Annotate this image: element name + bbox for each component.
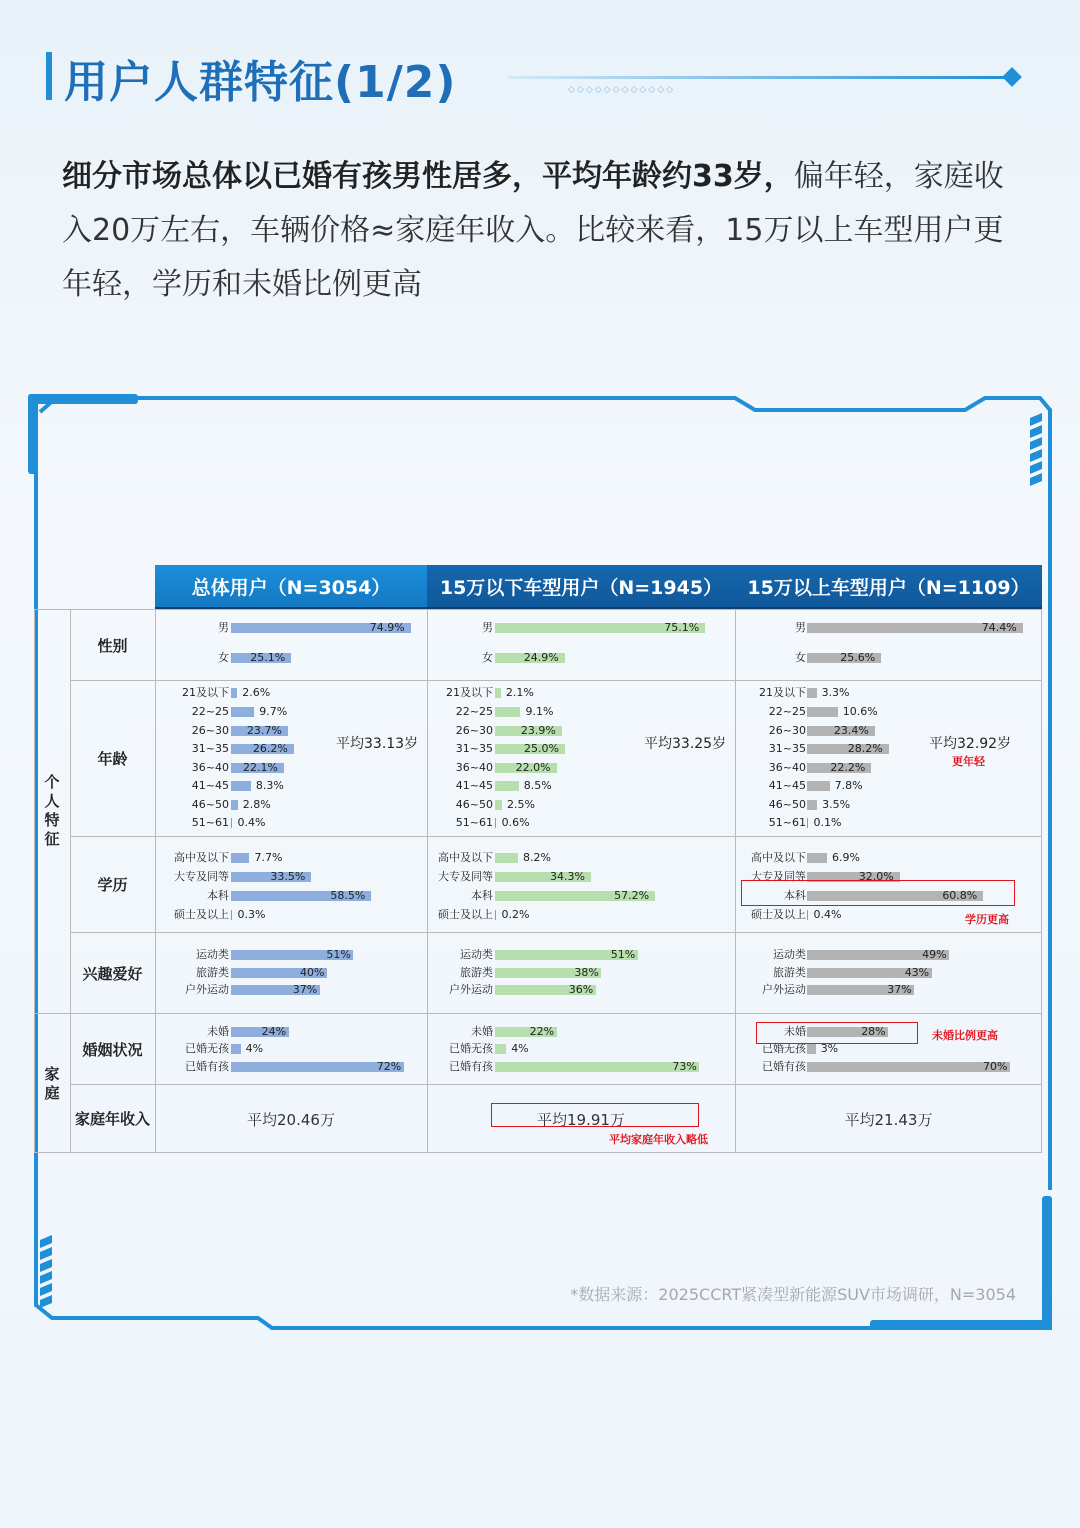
bar-value-label: 23.4% [833,724,869,737]
grid-line [34,609,35,1153]
education-note: 学历更高 [965,913,1009,926]
bar-category-label: 22~25 [191,705,229,718]
bar-category-label: 高中及以下 [438,851,493,864]
bar [495,1044,506,1054]
grid-line [34,609,1042,610]
bar-value-label: 3.3% [821,686,850,699]
bar-category-label: 运动类 [460,948,493,961]
bar [231,707,254,717]
bar [807,910,808,920]
education-highlight-box [741,880,1015,906]
bar-category-label: 31~35 [768,742,806,755]
bar-category-label: 硕士及以上 [438,908,493,921]
marital-highlight-box [756,1022,918,1044]
bar-value-label: 25.6% [840,651,876,664]
bar [231,800,238,810]
bar-category-label: 本科 [207,889,229,902]
bar-category-label: 22~25 [768,705,806,718]
grid-line [70,836,1042,837]
bar-value-label: 37% [887,983,912,996]
bar [807,800,817,810]
bar-category-label: 未婚 [207,1025,229,1038]
bar-category-label: 女 [218,651,229,664]
bar-category-label: 户外运动 [762,983,806,996]
bar-category-label: 男 [795,621,806,634]
bar-value-label: 34.3% [550,870,585,883]
bar-value-label: 57.2% [614,889,650,902]
marital-note: 未婚比例更高 [932,1029,998,1042]
bar-value-label: 6.9% [832,851,860,864]
bar-value-label: 26.2% [252,742,288,755]
bar-value-label: 22.0% [515,761,551,774]
bar-value-label: 43% [904,966,930,979]
bar-value-label: 24% [261,1025,287,1038]
category-family: 家庭 [44,1065,60,1102]
bar-value-label: 2.1% [505,686,534,699]
bar-value-label: 0.6% [501,816,530,829]
row-label-marital: 婚姻状况 [82,1040,143,1059]
bar-value-label: 0.4% [237,816,266,829]
bar-value-label: 73% [672,1060,697,1073]
bar-category-label: 已婚无孩 [449,1042,493,1055]
bar-value-label: 23.9% [520,724,556,737]
bar-category-label: 已婚无孩 [762,1042,806,1055]
bar-value-label: 2.6% [242,686,271,699]
bar-value-label: 36% [568,983,594,996]
bar-value-label: 0.3% [237,908,266,921]
bar-value-label: 51% [326,948,351,961]
bar-category-label: 女 [795,651,806,664]
bar-value-label: 3% [820,1042,839,1055]
bar-value-label: 22.2% [830,761,866,774]
income-highlight-box [491,1103,699,1127]
header-overall: 总体用户（N=3054） [155,565,427,607]
bar [807,1062,1010,1072]
frame-stripes-left [40,1235,52,1308]
bar [231,818,232,828]
bar-category-label: 36~40 [455,761,493,774]
bar-value-label: 74.4% [981,621,1017,634]
bar [495,800,502,810]
frame-stripes-right [1030,413,1042,486]
bar-value-label: 22.1% [243,761,278,774]
bar-category-label: 高中及以下 [174,851,229,864]
bar-value-label: 10.6% [842,705,878,718]
income-under-15w: 平均19.91万 [537,1111,625,1129]
bar-value-label: 49% [922,948,947,961]
bar-value-label: 24.9% [523,651,559,664]
bar-category-label: 46~50 [191,798,229,811]
bar-category-label: 本科 [471,889,493,902]
income-note: 平均家庭年收入略低 [609,1133,708,1146]
bar [807,688,817,698]
bar-value-label: 37% [292,983,318,996]
bar-category-label: 运动类 [773,948,806,961]
income-overall: 平均20.46万 [247,1111,335,1129]
bar-value-label: 25.0% [524,742,559,755]
bar-category-label: 旅游类 [460,966,493,979]
row-label-age: 年龄 [97,750,128,768]
bar-value-label: 2.8% [242,798,271,811]
bar-category-label: 运动类 [196,948,229,961]
bar-category-label: 41~45 [455,779,493,792]
bar [231,1044,241,1054]
bar-category-label: 51~61 [191,816,229,829]
bar-value-label: 72% [376,1060,402,1073]
bar-category-label: 26~30 [768,724,806,737]
bar-value-label: 8.2% [522,851,551,864]
bar-category-label: 已婚无孩 [185,1042,229,1055]
bar-value-label: 22% [529,1025,555,1038]
data-source: *数据来源：2025CCRT紧凑型新能源SUV市场调研，N=3054 [570,1285,1016,1304]
bar [495,707,520,717]
bar [495,818,496,828]
bar [807,707,838,717]
bar-category-label: 46~50 [455,798,493,811]
bar-value-label: 40% [300,966,325,979]
bar-category-label: 已婚有孩 [449,1060,493,1073]
bar-category-label: 旅游类 [196,966,229,979]
bar-category-label: 户外运动 [185,983,229,996]
bar [231,688,237,698]
bar-category-label: 26~30 [191,724,229,737]
summary-rest: 偏年轻，家庭收入20万左右，车辆价格≈家庭年收入。比较来看，15万以上车型用户更年轻，学历和未婚比例更高 [62,159,1004,302]
bar-category-label: 硕士及以上 [751,908,806,921]
grid-line [70,1084,1042,1085]
grid-line [70,932,1042,933]
bar-category-label: 31~35 [455,742,493,755]
bar-value-label: 25.1% [250,651,286,664]
bar-value-label: 23.7% [246,724,282,737]
age-average-label: 平均32.92岁 [929,736,1012,752]
bar-category-label: 21及以下 [446,686,493,699]
title-deco-dots: ◇◇◇◇◇◇◇◇◇◇◇◇ [568,85,676,95]
header-under-15w: 15万以下车型用户（N=1945） [427,565,735,607]
bar-value-label: 4% [511,1042,529,1055]
summary-bold: 细分市场总体以已婚有孩男性居多，平均年龄约33岁， [62,159,794,194]
frame-right-side [1042,1196,1052,1326]
bar-value-label: 58.5% [330,889,366,902]
frame-bottom-right [870,1320,1052,1330]
bar-value-label: 7.7% [254,851,283,864]
frame-corner-tl [28,394,138,404]
bar-value-label: 32.0% [858,870,894,883]
bar [231,853,249,863]
bar-value-label: 28% [861,1025,886,1038]
bar-value-label: 51% [610,948,636,961]
grid-line [735,609,736,1153]
bar [807,781,830,791]
bar-category-label: 36~40 [191,761,229,774]
grid-line [427,609,428,1153]
bar [231,781,251,791]
row-label-income: 家庭年收入 [74,1110,150,1128]
bar-category-label: 51~61 [455,816,493,829]
bar-category-label: 大专及同等 [751,870,806,883]
bar-value-label: 70% [983,1060,1008,1073]
bar-value-label: 8.3% [255,779,284,792]
bar-category-label: 大专及同等 [174,870,229,883]
bar [495,853,518,863]
bar-value-label: 4% [245,1042,264,1055]
income-over-15w: 平均21.43万 [844,1111,933,1129]
user-profile-table [34,565,1042,1153]
age-average-label: 平均33.13岁 [336,736,419,752]
bar [807,853,827,863]
bar-value-label: 0.1% [813,816,842,829]
row-label-hobby: 兴趣爱好 [82,964,143,983]
bar-category-label: 21及以下 [182,686,229,699]
bar-category-label: 未婚 [784,1025,806,1038]
page-title: 用户人群特征(1/2) [64,57,457,108]
frame-corner-tl-side [28,394,38,474]
category-personal: 个人特征 [44,773,60,848]
bar-category-label: 31~35 [191,742,229,755]
bar-category-label: 41~45 [768,779,806,792]
grid-line [155,609,156,1153]
bar-value-label: 2.5% [507,798,535,811]
grid-line [34,1013,1042,1014]
grid-line [34,1152,1042,1153]
bar-value-label: 28.2% [847,742,883,755]
bar-category-label: 旅游类 [773,966,806,979]
bar-category-label: 36~40 [768,761,806,774]
bar-value-label: 7.8% [834,779,863,792]
row-label-gender: 性别 [97,636,128,655]
bar-value-label: 75.1% [664,621,700,634]
grid-line [1041,609,1042,1153]
bar-category-label: 高中及以下 [751,851,806,864]
bar-value-label: 9.7% [259,705,288,718]
bar-category-label: 女 [482,651,493,664]
bar [807,1044,816,1054]
bar-category-label: 已婚有孩 [762,1060,806,1073]
bar-category-label: 26~30 [455,724,493,737]
bar-value-label: 38% [574,966,599,979]
bar [495,781,519,791]
bar-value-label: 33.5% [270,870,306,883]
bar [495,910,496,920]
bar-category-label: 男 [482,621,493,634]
bar-category-label: 41~45 [191,779,229,792]
bar-value-label: 0.4% [813,908,842,921]
bar [495,1062,699,1072]
bar-category-label: 大专及同等 [438,870,493,883]
bar-category-label: 未婚 [471,1025,493,1038]
row-label-education: 学历 [97,876,128,894]
bar [495,688,501,698]
bar [807,818,808,828]
bar-category-label: 硕士及以上 [174,908,229,921]
grid-line [70,680,1042,681]
bar-category-label: 户外运动 [449,983,493,996]
bar-category-label: 已婚有孩 [185,1060,229,1073]
age-average-label: 平均33.25岁 [644,736,727,752]
bar-category-label: 21及以下 [759,686,806,699]
bar [231,910,232,920]
bar-value-label: 3.5% [822,798,851,811]
header-over-15w: 15万以上车型用户（N=1109） [735,565,1042,607]
bar-category-label: 46~50 [768,798,806,811]
bar-category-label: 本科 [784,889,806,902]
age-note: 更年轻 [952,755,985,768]
grid-line [70,609,71,1153]
bar-value-label: 9.1% [525,705,554,718]
bar-value-label: 60.8% [942,889,978,902]
bar-value-label: 74.9% [369,621,405,634]
bar-category-label: 22~25 [455,705,493,718]
bar-category-label: 51~61 [768,816,806,829]
bar-value-label: 0.2% [501,908,530,921]
bar-value-label: 8.5% [523,779,552,792]
bar-category-label: 男 [218,621,229,634]
